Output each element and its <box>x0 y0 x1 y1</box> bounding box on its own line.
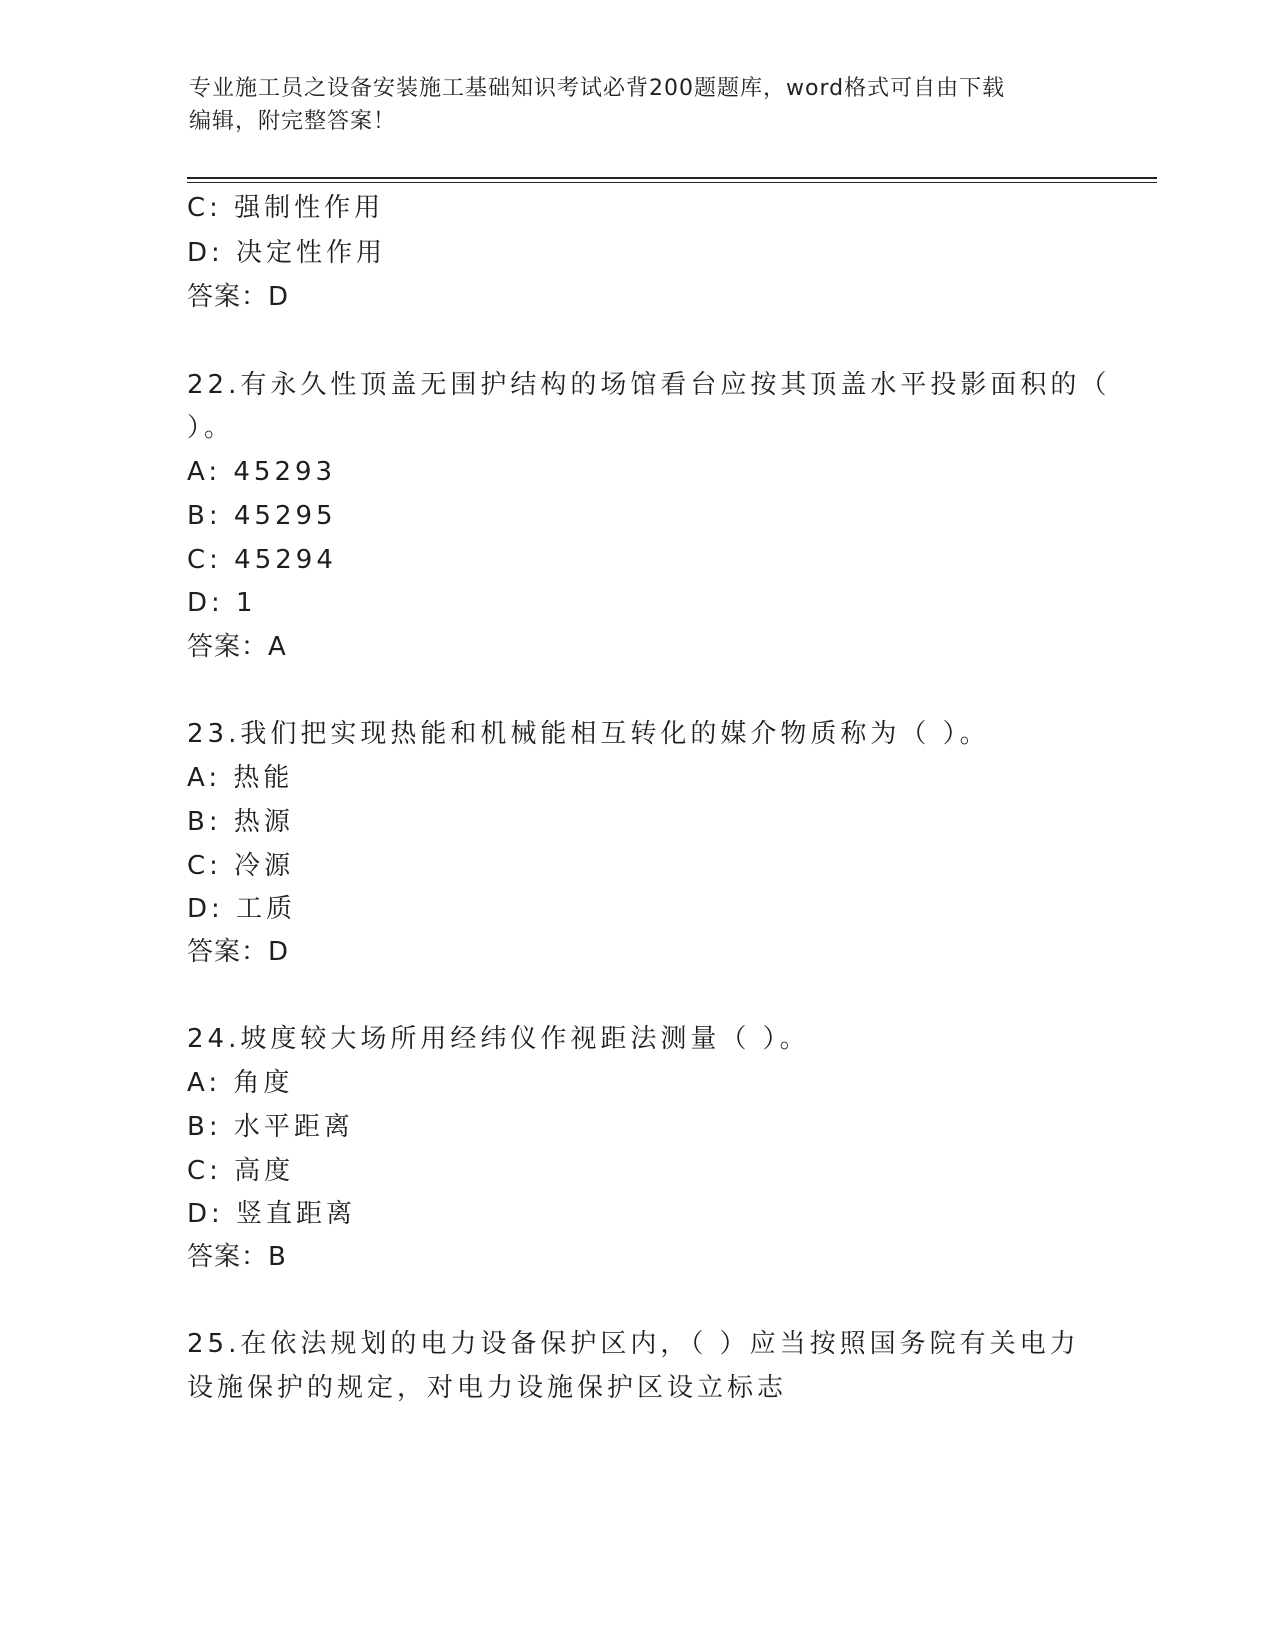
header-line-1: 专业施工员之设备安装施工基础知识考试必背200题题库，word格式可自由下载 <box>189 76 1006 101</box>
document-header <box>189 72 1089 138</box>
q22-option-b: B: 45295 <box>187 501 337 531</box>
q22-option-a: A: 45293 <box>187 457 337 487</box>
q24-answer: 答案：B <box>187 1242 287 1272</box>
q22-option-d: D: 1 <box>187 588 257 618</box>
prev-answer: 答案：D <box>187 282 290 312</box>
q24-option-d: D: 竖直距离 <box>187 1199 357 1229</box>
q25-stem-line-2: 设施保护的规定，对电力设施保护区设立标志 <box>187 1373 788 1403</box>
q25-stem-line-1: 25.在依法规划的电力设备保护区内，（ ）应当按照国务院有关电力 <box>187 1329 1080 1359</box>
q23-option-a: A: 热能 <box>187 763 294 793</box>
q23-option-c: C: 冷源 <box>187 851 295 881</box>
q23-option-b: B: 热源 <box>187 807 294 837</box>
q22-stem-line-2: ）。 <box>187 413 235 443</box>
q22-option-c: C: 45294 <box>187 545 337 575</box>
header-divider-thick <box>187 177 1157 179</box>
q24-option-a: A: 角度 <box>187 1068 294 1098</box>
q23-option-d: D: 工质 <box>187 894 297 924</box>
prev-option-d: D: 决定性作用 <box>187 238 387 268</box>
prev-option-c: C: 强制性作用 <box>187 193 385 223</box>
q23-answer: 答案：D <box>187 937 290 967</box>
q24-stem-line-1: 24.坡度较大场所用经纬仪作视距法测量（ ）。 <box>187 1024 810 1054</box>
q23-stem-line-1: 23.我们把实现热能和机械能相互转化的媒介物质称为（ ）。 <box>187 719 990 749</box>
header-divider-thin <box>187 182 1157 183</box>
q22-stem-line-1: 22.有永久性顶盖无围护结构的场馆看台应按其顶盖水平投影面积的（ <box>187 370 1111 400</box>
q24-option-b: B: 水平距离 <box>187 1112 354 1142</box>
q24-option-c: C: 高度 <box>187 1156 295 1186</box>
header-line-2: 编辑，附完整答案！ <box>189 109 397 134</box>
q22-answer: 答案：A <box>187 632 287 662</box>
